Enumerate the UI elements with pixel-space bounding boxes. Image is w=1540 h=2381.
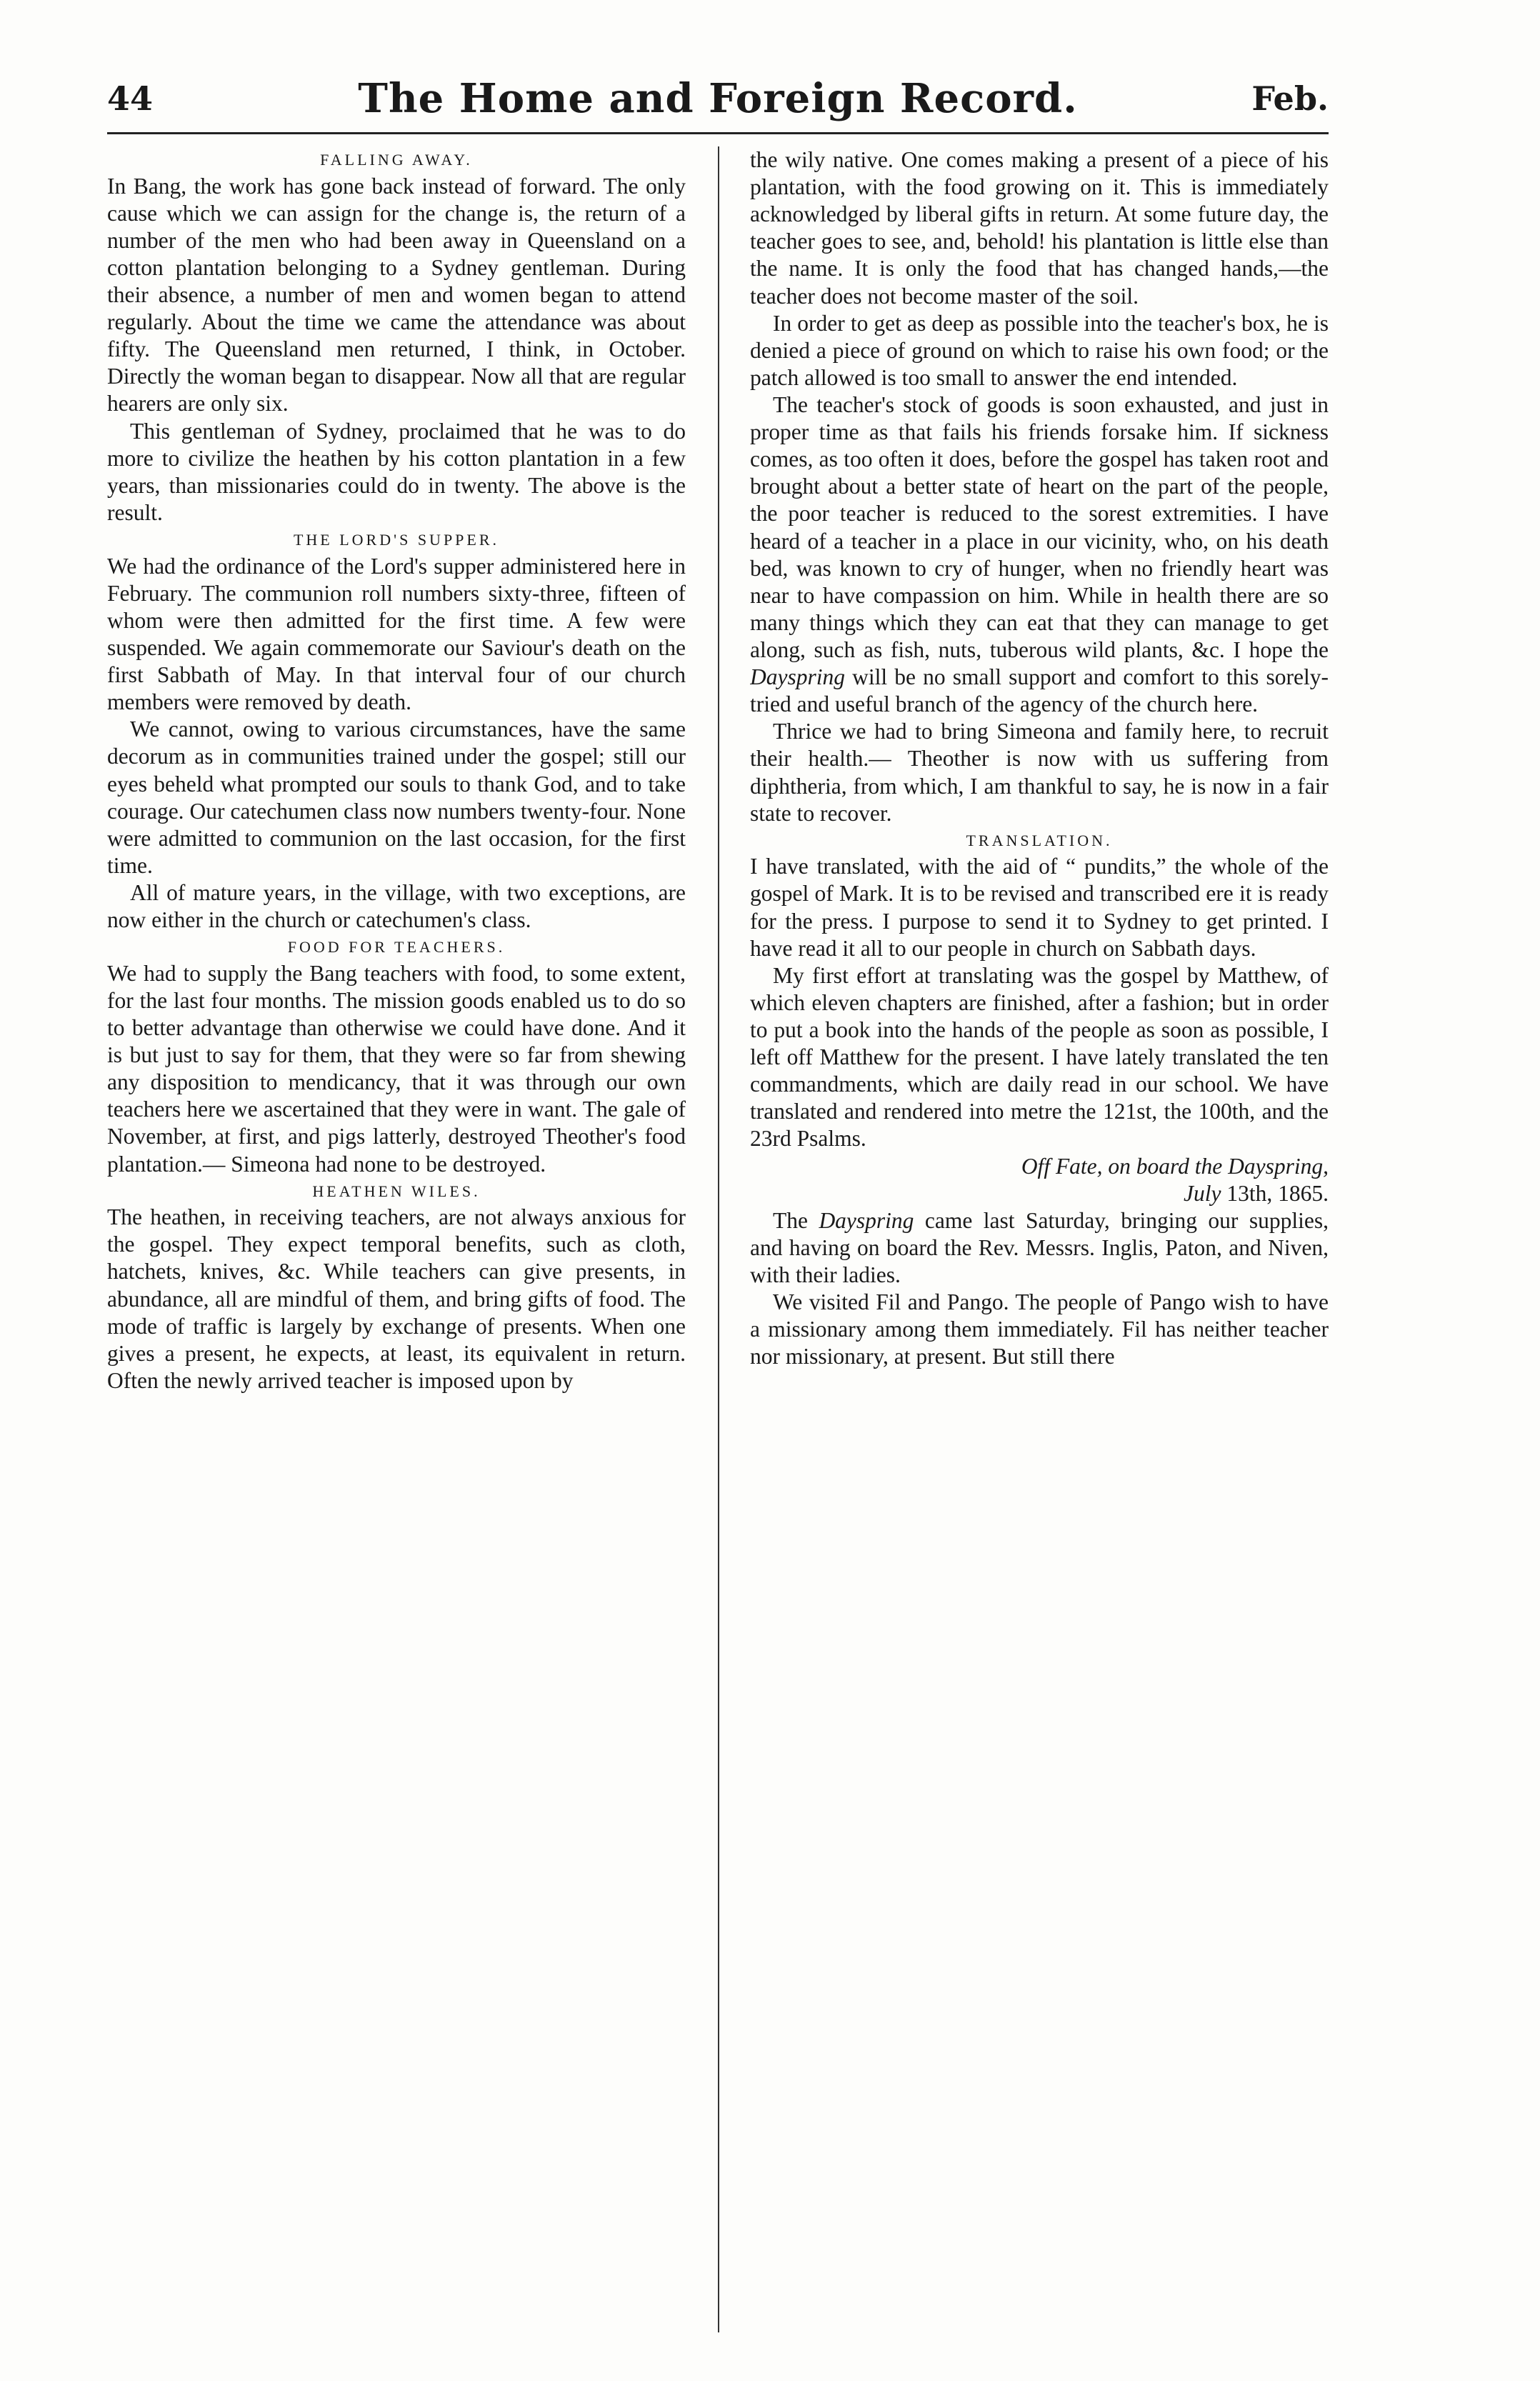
text-run: The	[773, 1207, 819, 1233]
ship-name: Dayspring	[819, 1207, 914, 1233]
paragraph: Thrice we had to bring Simeona and family here, to recruit their health.— Theother is now with us suffering from diphtheria, from which, I am thankful to say, he is now in a fair state to recover.	[750, 719, 1329, 826]
left-column	[107, 146, 686, 2340]
paragraph: I have translated, with the aid of “ pundits,” the whole of the gospel of Mark. It is to be revised and transcribed ere it is ready for the press. I purpose to send it to Sydney to get printed. I have read it all to our people in church on Sabbath days.	[750, 854, 1329, 961]
section-dayspring-arrival	[750, 1207, 1329, 1371]
dateline	[750, 1153, 1329, 1207]
text-run: Off Fate, on board the	[1021, 1153, 1229, 1179]
paragraph	[750, 391, 1329, 718]
text-run: will be no small support and comfort to this sorely-tried and useful branch of the agency of the church here.	[750, 664, 1329, 717]
dateline-place	[750, 1153, 1329, 1180]
text-run: 13th, 1865.	[1221, 1180, 1329, 1206]
text-run: came last Saturday, bringing our supplies, and having on board the Rev. Messrs. Inglis, Paton, and Niven, with their ladies.	[750, 1207, 1329, 1287]
section-translation	[750, 832, 1329, 1153]
paragraph: My first effort at translating was the gospel by Matthew, of which eleven chapters are finished, after a fashion; but in order to put a book into the hands of the people as soon as possible, I left off Matthew for the present. I have lately translated the ten commandments, which are daily read in our school. We have translated and rendered into metre the 121st, the 100th, and the 23rd Psalms.	[750, 962, 1329, 1152]
section-falling-away	[107, 151, 686, 526]
dateline-date	[750, 1180, 1329, 1207]
right-column	[750, 146, 1329, 2340]
paragraph: We had to supply the Bang teachers with food, to some extent, for the last four months. The mission goods enabled us to do so to better advantage than otherwise we could have done. And it is but just to say for them, that they were so far from shewing any disposition to mendicancy, that it was through our own teachers here we ascertained that they were in want. The gale of November, at first, and pigs latterly, destroyed Theother's food plantation.— Simeona had none to be destroyed.	[107, 960, 686, 1177]
text-run: The teacher's stock of goods is soon exhausted, and just in proper time as that fails his friends forsake him. If sickness comes, as too often it does, before the gospel has taken root and brought about a better state of heart on the part of the people, the poor teacher is reduced to the sorest extremities. I have heard of a teacher in a place in our vicinity, who, on his death bed, was known to cry of hunger, when no friendly heart was near to have compassion on him. While in health there are so many things which they can eat that they can manage to get along, such as fish, nuts, tuberous wild plants, &c. I hope the	[750, 391, 1329, 662]
section-food-for-teachers	[107, 938, 686, 1177]
paragraph: We visited Fil and Pango. The people of Pango wish to have a missionary among them immediately. Fil has neither teacher nor missionary, at present. But still there	[750, 1289, 1329, 1369]
section-heathen-wiles-continued	[750, 146, 1329, 827]
issue-month: Feb.	[1251, 79, 1329, 118]
paragraph: In Bang, the work has gone back instead of forward. The only cause which we can assign for the change is, the return of a number of the men who had been away in Queensland on a cotton plantation belonging to a Sydney gentleman. During their absence, a number of men and women began to attend regularly. About the time we came the attendance was about fifty. The Queensland men returned, I think, in October. Directly the woman began to disappear. Now all that are regular hearers are only six.	[107, 173, 686, 416]
journal-title: The Home and Foreign Record.	[358, 75, 1078, 122]
running-header	[107, 75, 1329, 134]
paragraph: In order to get as deep as possible into the teacher's box, he is denied a piece of ground on which to raise his own food; or the patch allowed is too small to answer the end intended.	[750, 310, 1329, 390]
ship-name: Dayspring,	[1228, 1153, 1329, 1179]
column-divider	[718, 146, 719, 2332]
section-heading: FOOD FOR TEACHERS.	[287, 938, 506, 957]
paragraph	[750, 1207, 1329, 1289]
paragraph: All of mature years, in the village, with two exceptions, are now either in the church or catechumen's class.	[107, 879, 686, 933]
section-heathen-wiles	[107, 1182, 686, 1394]
ship-name: Dayspring	[750, 664, 845, 690]
paragraph: We cannot, owing to various circumstances, have the same decorum as in communities trained under the gospel; still our eyes beheld what prompted our souls to thank God, and to take courage. Our catechumen class now numbers twenty-four. None were admitted to communion on the last occasion, for the first time.	[107, 717, 686, 878]
paragraph: We had the ordinance of the Lord's supper administered here in February. The communion roll numbers sixty-three, fifteen of whom were then admitted for the first time. A few were suspended. We again commemorate our Saviour's death on the first Sabbath of May. In that interval four of our church members were removed by death.	[107, 553, 686, 715]
section-heading: THE LORD'S SUPPER.	[293, 531, 500, 549]
section-lords-supper	[107, 531, 686, 934]
paragraph: the wily native. One comes making a present of a piece of his plantation, with the food growing on it. This is immediately acknowledged by liberal gifts in return. At some future day, the teacher goes to see, and, behold! his plantation is little else than the name. It is only the food that has changed hands,—the teacher does not become master of the soil.	[750, 147, 1329, 309]
page	[107, 75, 1329, 2347]
section-heading: FALLING AWAY.	[320, 151, 473, 169]
paragraph: The heathen, in receiving teachers, are not always anxious for the gospel. They expect temporal benefits, such as cloth, hatchets, knives, &c. While teachers can give presents, in abundance, all are mindful of them, and bring gifts of food. The mode of traffic is largely by exchange of presents. When one gives a present, he expects, at least, its equivalent in return. Often the newly arrived teacher is imposed upon by	[107, 1204, 686, 1393]
text-run: July	[1184, 1180, 1221, 1206]
paragraph: This gentleman of Sydney, proclaimed that he was to do more to civilize the heathen by his cotton plantation in a few years, than missionaries could do in twenty. The above is the result.	[107, 418, 686, 525]
section-heading: HEATHEN WILES.	[312, 1182, 481, 1200]
section-heading: TRANSLATION.	[966, 831, 1113, 849]
page-number: 44	[107, 79, 154, 118]
